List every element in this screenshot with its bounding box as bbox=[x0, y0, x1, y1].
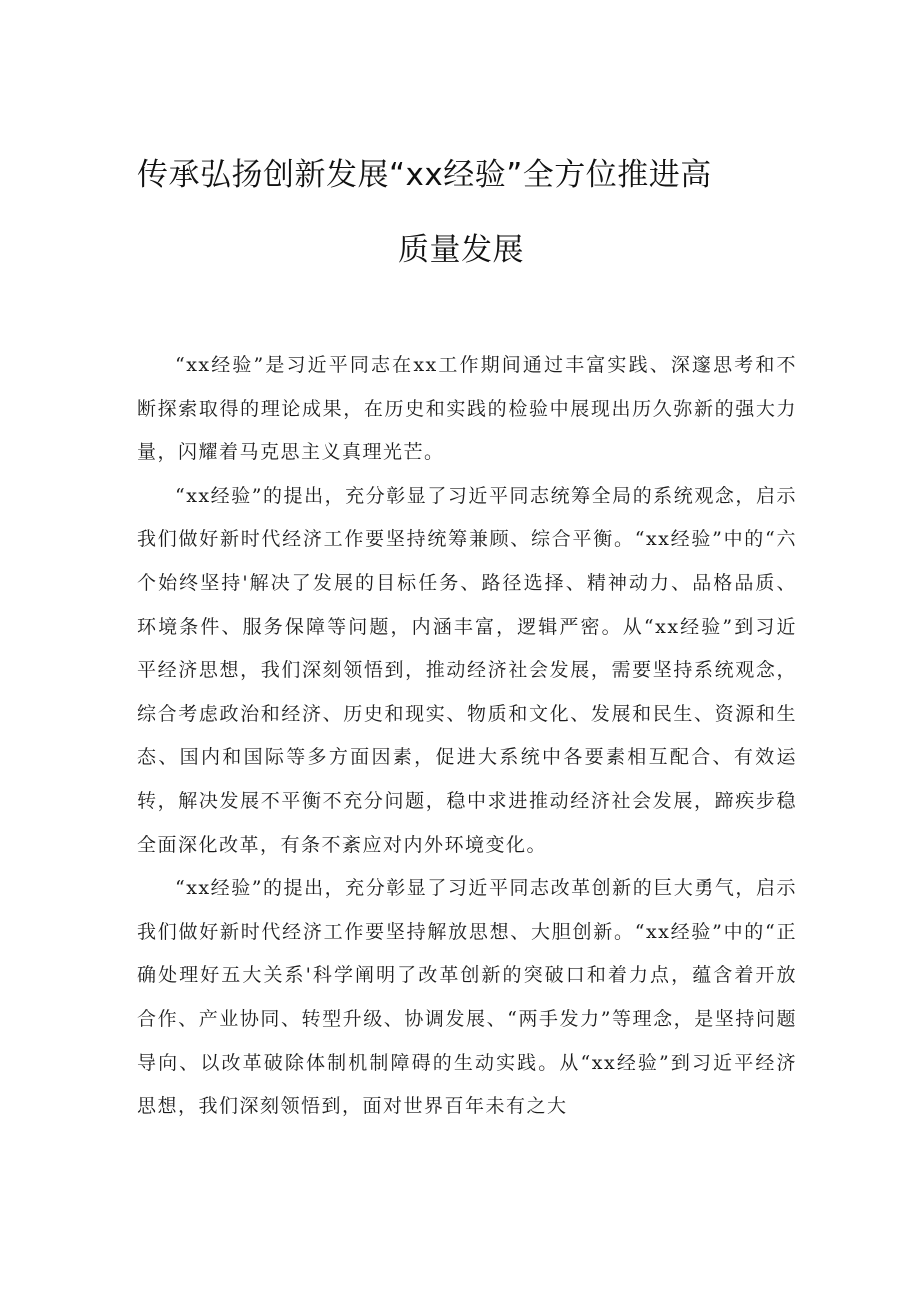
body-paragraph-2: “xx经验”的提出，充分彰显了习近平同志统筹全局的系统观念，启示我们做好新时代经济工作要坚持统筹兼顾、综合平衡。“xx经验”中的“六个始终坚持'解决了发展的目标任务、路径选择、精神动力、品格品质、环境条件、服务保障等问题，内涵丰富，逻辑严密。从“xx经验”到习近平经济思想，我们深刻领悟到，推动经济社会发展，需要坚持系统观念，综合考虑政治和经济、历史和现实、物质和文化、发展和民生、资源和生态、国内和国际等多方面因素，促进大系统中各要素相互配合、有效运转，解决发展不平衡不充分问题，稳中求进推动经济社会发展，蹄疾步稳全面深化改革，有条不紊应对内外环境变化。 bbox=[137, 484, 797, 856]
document-body bbox=[137, 344, 797, 1129]
document-title-line-1: 传承弘扬创新发展“xx经验”全方位推进高 bbox=[137, 157, 712, 193]
body-paragraph-1: “xx经验”是习近平同志在xx工作期间通过丰富实践、深邃思考和不断探索取得的理论成果，在历史和实践的检验中展现出历久弥新的强大力量，闪耀着马克思主义真理光芒。 bbox=[137, 354, 797, 464]
body-paragraph-3: “xx经验”的提出，充分彰显了习近平同志改革创新的巨大勇气，启示我们做好新时代经济工作要坚持解放思想、大胆创新。“xx经验”中的“正确处理好五大关系'科学阐明了改革创新的突破口和着力点，蕴含着开放合作、产业协同、转型升级、协调发展、“两手发力”等理念，是坚持问题导向、以改革破除体制机制障碍的生动实践。从“xx经验”到习近平经济思想，我们深刻领悟到，面对世界百年未有之大 bbox=[137, 877, 797, 1118]
document-title-line-2: 质量发展 bbox=[398, 232, 524, 268]
